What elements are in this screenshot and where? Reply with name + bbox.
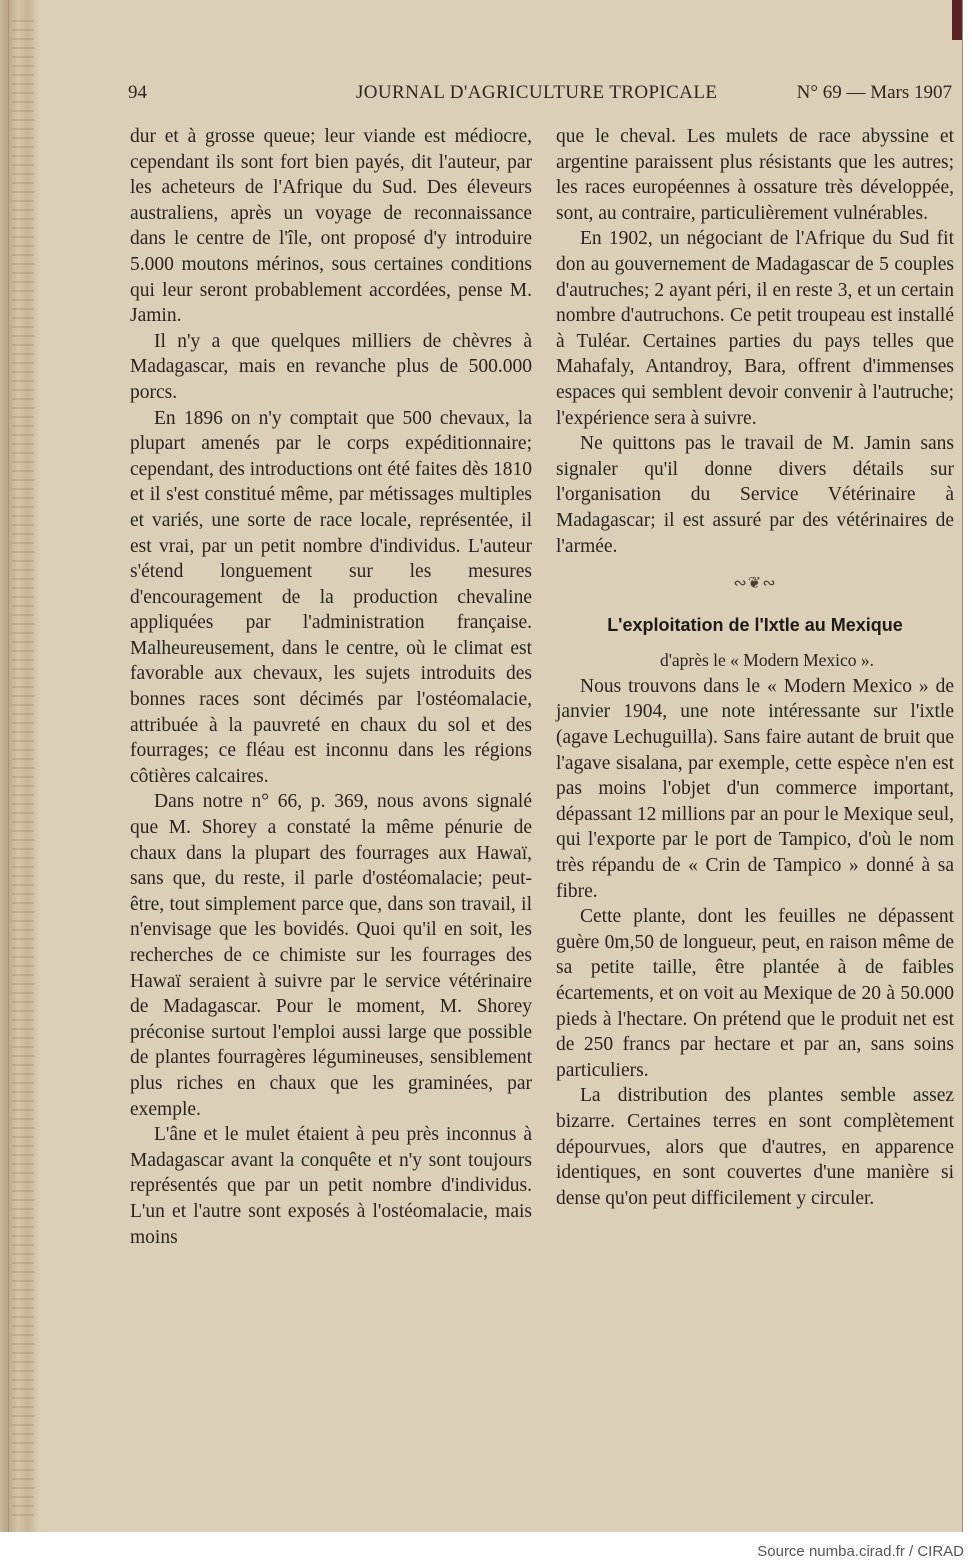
paragraph: Nous trouvons dans le « Modern Mexico » de janvier 1904, une note intéressante sur l'ixtle (agave Lechuguilla). Sans faire autant de bruit que l'agave sisalana, par exemple, cette espèce n'en est pas moins l'objet d'un commerce important, dépassant 12 millions par an pour le Mexique seul, qui l'exporte par le port de Tampico, d'où le nom très répandu de « Crin de Tampico » donné à sa fibre.	[556, 675, 954, 902]
issue-info: N° 69 — Mars 1907	[796, 82, 952, 103]
paragraph: Cette plante, dont les feuilles ne dépassent guère 0m,50 de longueur, peut, en raison même de sa petite taille, être plantée à de faibles écartements, et on voit au Mexique de 20 à 50.000 pieds à l'hectare. On prétend que le produit net est de 250 francs par hectare et par an, sans soins particuliers.	[556, 906, 954, 1081]
cover-corner	[952, 0, 962, 40]
article-subtitle: d'après le « Modern Mexico ».	[659, 650, 875, 671]
left-column	[130, 124, 532, 1250]
paragraph: En 1896 on n'y comptait que 500 chevaux, la plupart amenés par le corps expéditionnaire; cependant, des introductions ont été faites dès 1810 et il s'est constitué même, par métissages multiples et variés, une sorte de race locale, représentée, il est vrai, par un petit nombre d'individus. L'auteur s'étend longuement sur les mesures d'encouragement de la production chevaline appliquées par l'administration française. Malheureusement, dans le centre, où le climat est favorable aux chevaux, les sujets introduits des bonnes races sont décimés par l'ostéomalacie, attribuée à la pauvreté en chaux du sol et des fourrages; ce fléau est inconnu dans les régions côtières calcaires.	[130, 407, 532, 787]
page-edge-texture	[12, 20, 34, 1520]
page-number: 94	[128, 82, 147, 103]
article-title: L'exploitation de l'Ixtle au Mexique	[607, 614, 903, 635]
source-credit: Source numba.cirad.fr / CIRAD	[757, 1543, 964, 1560]
journal-title: JOURNAL D'AGRICULTURE TROPICALE	[356, 82, 718, 103]
paragraph: L'âne et le mulet étaient à peu près inconnus à Madagascar avant la conquête et n'y sont toujours représentés que par un petit nombre d'individus. L'un et l'autre sont exposés à l'ostéomalacie, mais moins	[130, 1124, 532, 1248]
paragraph: La distribution des plantes semble assez bizarre. Certaines terres en sont complètement dépourvues, alors que d'autres, en apparence identiques, en sont couvertes d'une manière si dense qu'on peut difficilement y circuler.	[556, 1085, 954, 1209]
section-ornament: ∾❦∾	[733, 575, 777, 593]
right-column	[556, 124, 954, 1211]
paragraph: Dans notre n° 66, p. 369, nous avons signalé que M. Shorey a constaté la même pénurie de chaux dans la plupart des fourrages aux Hawaï, sans que, du reste, il parle d'ostéomalacie; peut-être, tout simplement parce que, dans son travail, il n'envisage que les bovidés. Quoi qu'il en soit, les recherches de ce chimiste sur les fourrages des Hawaï seraient à suivre par le service vétérinaire de Madagascar. Pour le moment, M. Shorey préconise surtout l'emploi aussi large que possible de plantes fourragères légumineuses, sensiblement plus riches en chaux que les graminées, par exemple.	[130, 791, 532, 1120]
paragraph: dur et à grosse queue; leur viande est médiocre, cependant ils sont fort bien payés, dit l'auteur, par les acheteurs de l'Afrique du Sud. Des éleveurs australiens, après un voyage de reconnaissance dans le centre de l'île, ont proposé d'y introduire 5.000 moutons mérinos, sous certaines conditions qui leur seront probablement accordées, pense M. Jamin.	[130, 126, 532, 327]
paragraph: que le cheval. Les mulets de race abyssine et argentine paraissent plus résistants que les autres; les races européennes à ossature très développée, sont, au contraire, particulièrement vulnérables.	[556, 126, 954, 224]
paragraph: Ne quittons pas le travail de M. Jamin sans signaler qu'il donne divers détails sur l'organisation du Service Vétérinaire à Madagascar; il est assuré par des vétérinaires de l'armée.	[556, 433, 954, 557]
paragraph: Il n'y a que quelques milliers de chèvres à Madagascar, mais en revanche plus de 500.000 porcs.	[130, 330, 532, 403]
running-header	[128, 82, 952, 110]
paragraph: En 1902, un négociant de l'Afrique du Sud fit don au gouvernement de Madagascar de 5 couples d'autruches; 2 ayant péri, il en reste 3, et un certain nombre d'autruchons. Ce petit troupeau est installé à Tuléar. Certaines parties du pays telles que Mahafaly, Antandroy, Bara, offrent d'immenses espaces qui semblent devoir convenir à l'autruche; l'expérience sera à suivre.	[556, 228, 954, 429]
